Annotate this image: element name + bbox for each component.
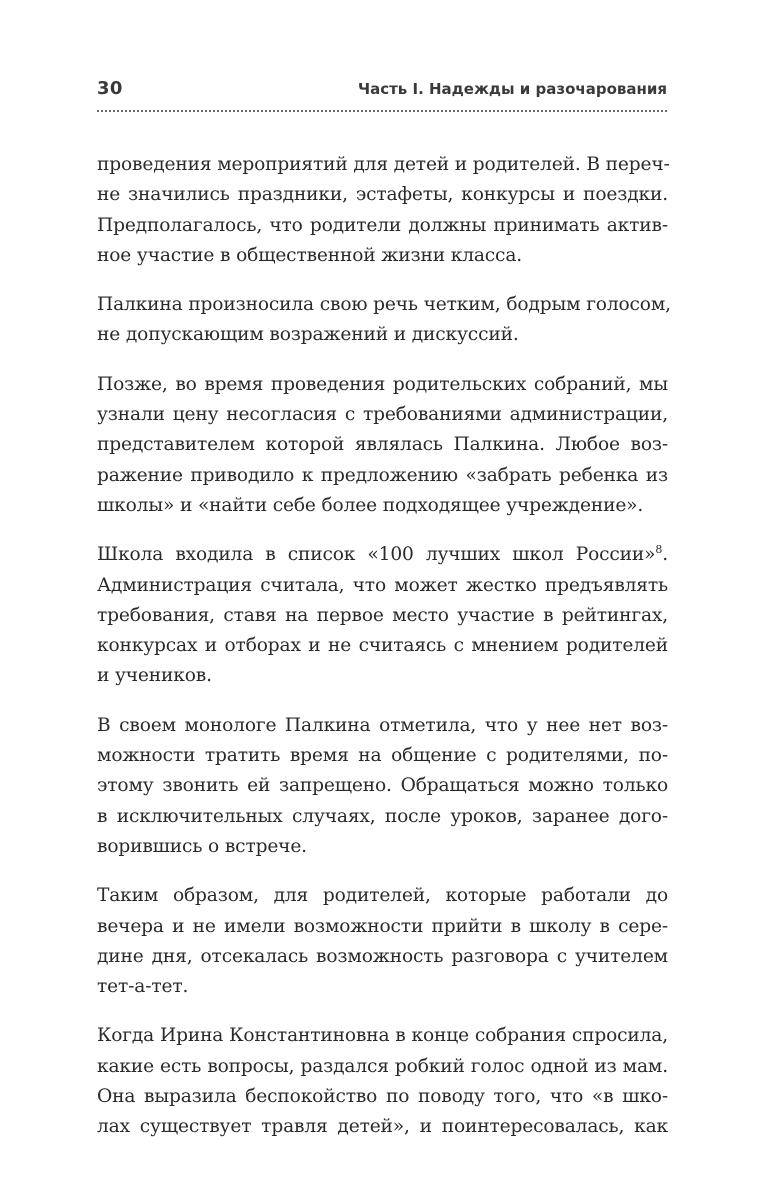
body-text [97, 150, 671, 1162]
text-line: ворившись о встрече. [97, 835, 307, 857]
paragraph-3 [97, 370, 668, 521]
text-line: не допускающим возражений и дискуссий. [97, 324, 519, 346]
text-line: и учеников. [97, 665, 212, 687]
text-line: узнали цену несогласия с требованиями администрации, [97, 404, 668, 426]
text-segment: Школа входила в список «100 лучших школ России» [97, 544, 656, 566]
paragraph-4 [97, 540, 668, 691]
running-header [97, 78, 667, 108]
text-line: ражение приводило к предложению «забрать ребенка из [97, 464, 668, 486]
paragraph-1 [97, 150, 668, 271]
text-line: не значились праздники, эстафеты, конкурсы и поездки. [97, 184, 668, 206]
footnote-marker[interactable]: 8 [655, 543, 663, 557]
paragraph-5 [97, 711, 668, 862]
text-line: этому звонить ей запрещено. Обращаться можно только [97, 775, 668, 797]
text-line: какие есть вопросы, раздался робкий голос одной из мам. [97, 1055, 668, 1077]
header-dotted-rule [97, 110, 667, 112]
text-line: лах существует травля детей», и поинтересовалась, как [97, 1116, 668, 1138]
paragraph-6 [97, 881, 668, 1002]
text-line: вечера и не имели возможности прийти в школу в сере- [97, 915, 668, 937]
text-line: Позже, во время проведения родительских собраний, мы [97, 373, 668, 395]
page-number: 30 [97, 78, 123, 99]
text-line: Она выразила беспокойство по поводу того, что «в шко- [97, 1086, 668, 1108]
text-segment: . [662, 544, 668, 566]
paragraph-7 [97, 1021, 668, 1142]
text-line: требования, ставя на первое место участие в рейтингах, [97, 604, 668, 626]
text-line: проведения мероприятий для детей и родителей. В переч- [97, 154, 670, 175]
text-line: дине дня, отсекалась возможность разговора с учителем [97, 945, 668, 967]
text-line: Когда Ирина Константиновна в конце собрания спросила, [97, 1025, 668, 1047]
section-title: Часть I. Надежды и разочарования [357, 80, 667, 98]
text-line: Администрация считала, что может жестко предъявлять [97, 574, 668, 596]
text-line: Таким образом, для родителей, которые работали до [97, 885, 668, 907]
text-line: ное участие в общественной жизни класса. [97, 244, 523, 266]
text-line: школы» и «найти себе более подходящее учреждение». [97, 494, 644, 516]
text-line: тет-а-тет. [97, 976, 189, 998]
text-line: в исключительных случаях, после уроков, заранее дого- [97, 805, 668, 827]
text-line [97, 540, 668, 570]
paragraph-2 [97, 290, 671, 351]
text-line: Предполагалось, что родители должны принимать актив- [97, 214, 668, 236]
text-line: В своем монологе Палкина отметила, что у нее нет воз- [97, 714, 668, 736]
text-line: конкурсах и отборах и не считаясь с мнением родителей [97, 635, 668, 657]
text-line: можности тратить время на общение с родителями, по- [97, 745, 668, 767]
text-line: Палкина произносила свою речь четким, бодрым голосом, [97, 294, 671, 316]
text-line: представителем которой являлась Палкина. Любое воз- [97, 434, 668, 456]
